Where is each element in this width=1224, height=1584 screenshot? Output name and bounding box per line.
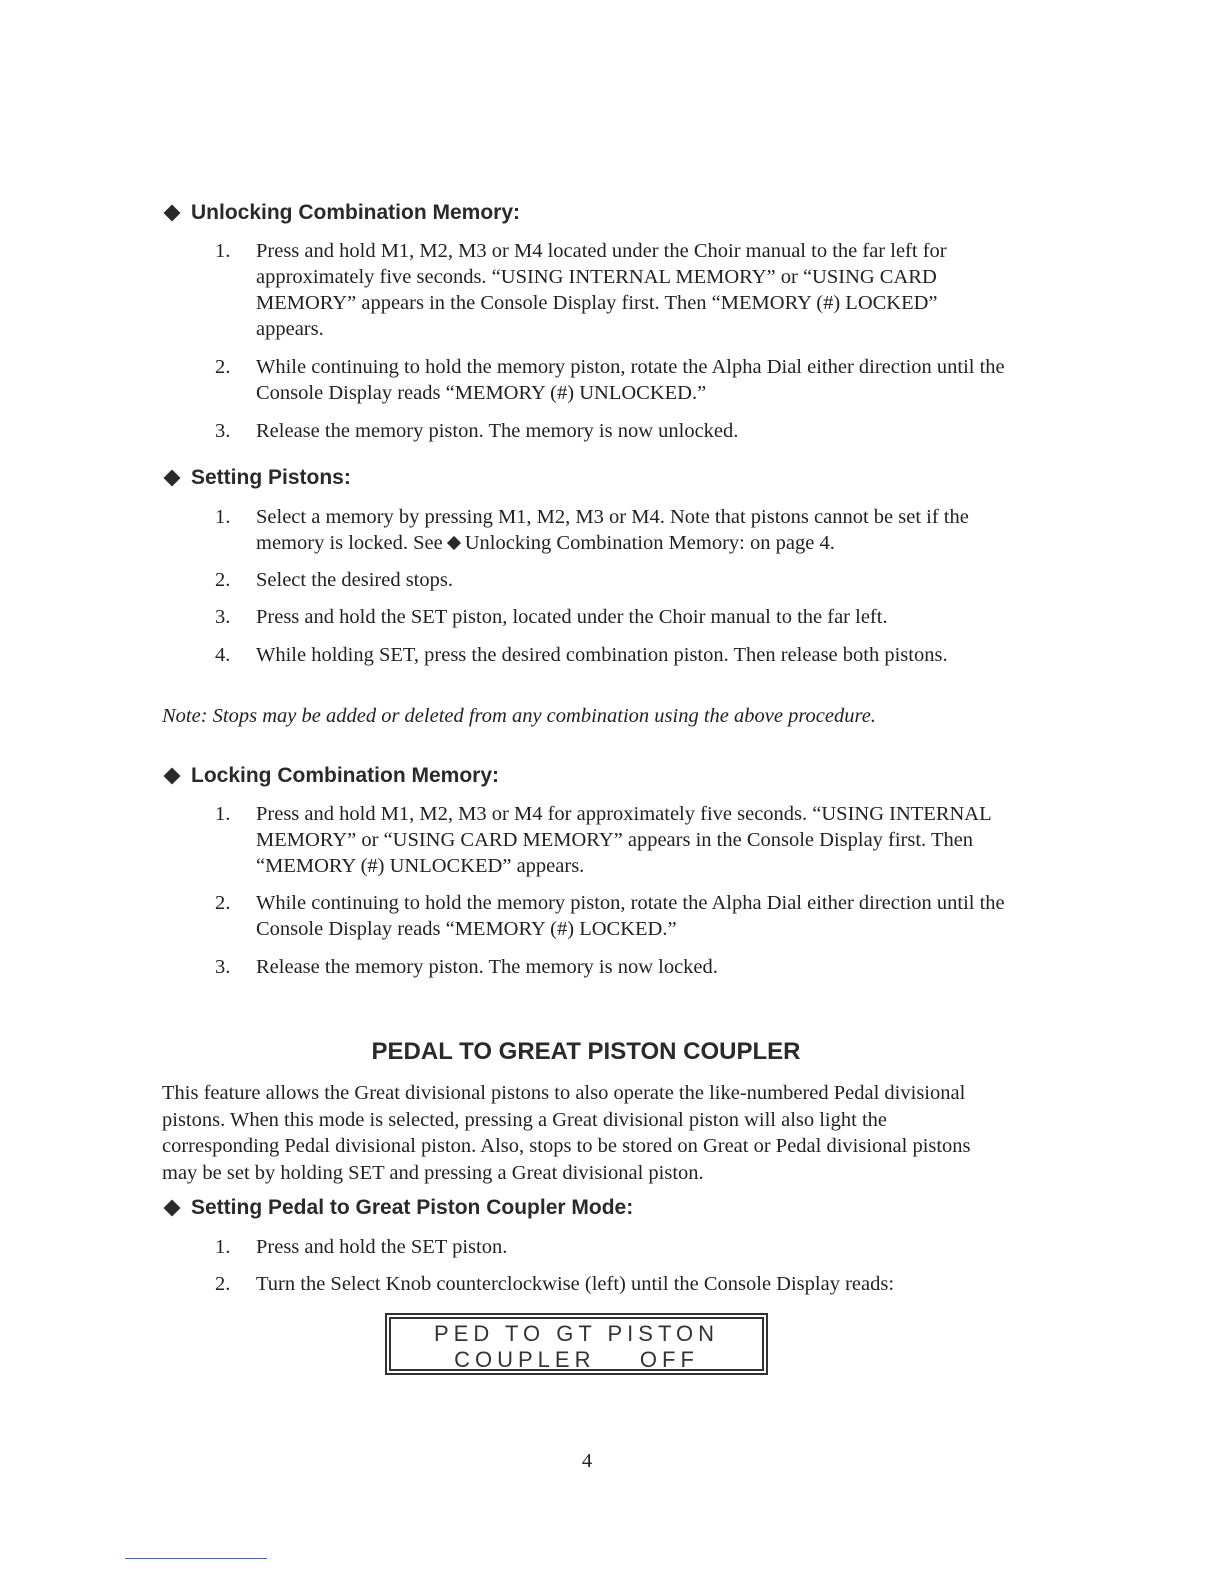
section-title: PEDAL TO GREAT PISTON COUPLER: [371, 1038, 801, 1065]
console-display-line-1: PED TO GT PISTON: [434, 1321, 719, 1346]
list-text: Release the memory piston. The memory is now locked.: [256, 956, 718, 978]
list-text: While continuing to hold the memory piston, rotate the Alpha Dial either direction until the Console Display reads “MEMORY (#) LOCKED.”: [256, 892, 1005, 940]
list-text: Press and hold the SET piston.: [256, 1236, 508, 1258]
list-text: [256, 504, 1005, 556]
list-number: 4.: [215, 644, 231, 666]
list-text: Release the memory piston. The memory is now unlocked.: [256, 420, 739, 442]
heading-locking: [163, 764, 499, 788]
list-text: Press and hold the SET piston, located under the Choir manual to the far left.: [256, 606, 888, 628]
heading-setting-pistons: [163, 466, 351, 490]
list-item: [215, 801, 1005, 879]
diamond-bullet-icon: [164, 205, 181, 222]
diamond-bullet-icon: [164, 1200, 181, 1217]
list-number: 3.: [215, 606, 231, 628]
diamond-bullet-icon: [164, 470, 181, 487]
list-number: 1.: [215, 1236, 231, 1258]
note-text: Note: Stops may be added or deleted from any combination using the above procedure.: [162, 705, 876, 727]
list-item: [215, 504, 1005, 556]
list-number: 1.: [215, 240, 231, 262]
list-text: While holding SET, press the desired combination piston. Then release both pistons.: [256, 644, 948, 666]
heading-coupler-mode-text: Setting Pedal to Great Piston Coupler Mode:: [191, 1196, 634, 1219]
list-text: Select the desired stops.: [256, 569, 453, 591]
footer-divider: [125, 1558, 267, 1559]
list-number: 2.: [215, 892, 231, 914]
console-display: [385, 1313, 768, 1375]
heading-unlocking: [163, 201, 520, 225]
list-number: 2.: [215, 1273, 231, 1295]
list-item: [215, 354, 1005, 406]
list-number: 1.: [215, 803, 231, 825]
list-number: 3.: [215, 956, 231, 978]
list-number: 2.: [215, 356, 231, 378]
heading-unlocking-text: Unlocking Combination Memory:: [191, 201, 521, 224]
list-text: Turn the Select Knob counterclockwise (left) until the Console Display reads:: [256, 1273, 895, 1295]
diamond-bullet-icon: [164, 768, 181, 785]
list-text-before: Select a memory by pressing M1, M2, M3 or M4. Note that pistons cannot be set if the memory is locked. See: [256, 506, 969, 554]
cross-reference-link[interactable]: Unlocking Combination Memory: on page 4.: [464, 532, 835, 554]
list-item: [215, 567, 1005, 593]
coupler-paragraph: This feature allows the Great divisional pistons to also operate the like-numbered Pedal divisional pistons. When this mode is selected, pressing a Great divisional piston will also light the corresponding Pedal divisional piston. Also, stops to be stored on Great or Pedal divisional pistons may be set by holding SET and pressing a Great divisional piston.: [162, 1082, 971, 1184]
heading-coupler-mode: [163, 1196, 633, 1220]
list-item: [215, 418, 1005, 444]
list-text: Press and hold M1, M2, M3 or M4 located under the Choir manual to the far left for approximately five seconds. “USING INTERNAL MEMORY” or “USING CARD MEMORY” appears in the Console Display first. Then “MEMORY (#) LOCKED” appears.: [256, 240, 947, 340]
heading-setting-pistons-text: Setting Pistons:: [191, 466, 351, 489]
list-number: 1.: [215, 506, 231, 528]
list-number: 2.: [215, 569, 231, 591]
list-text: Press and hold M1, M2, M3 or M4 for approximately five seconds. “USING INTERNAL MEMORY” or “USING CARD MEMORY” appears in the Console Display first. Then “MEMORY (#) UNLOCKED” appears.: [256, 803, 991, 877]
list-item: [215, 604, 1005, 630]
page-number: 4: [581, 1450, 593, 1472]
console-display-screen: [389, 1317, 764, 1371]
list-text: While continuing to hold the memory piston, rotate the Alpha Dial either direction until the Console Display reads “MEMORY (#) UNLOCKED.”: [256, 356, 1005, 404]
list-item: [215, 890, 1005, 942]
diamond-bullet-icon: [447, 536, 461, 550]
console-display-line-2: COUPLER OFF: [454, 1347, 699, 1372]
list-number: 3.: [215, 420, 231, 442]
list-item: [215, 954, 1005, 980]
heading-locking-text: Locking Combination Memory:: [191, 764, 500, 787]
list-item: [215, 1271, 1005, 1297]
list-item: [215, 642, 1005, 668]
list-item: [215, 1234, 1005, 1260]
list-item: [215, 238, 1005, 342]
